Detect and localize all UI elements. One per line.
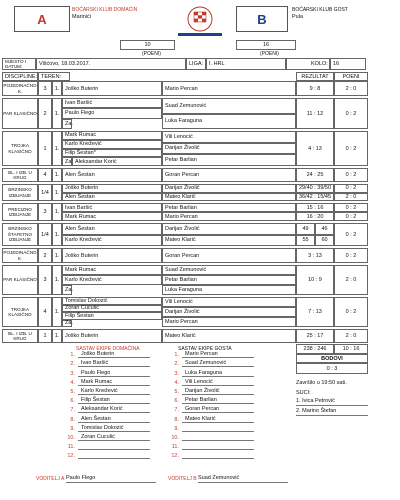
row-discipline: POJEDINAČNO K. — [2, 248, 38, 263]
lineup-player: Vili Lenocić — [182, 379, 254, 386]
coach-b-label: VODITELJ B — [168, 476, 197, 482]
home-player: Mark Rumac — [62, 212, 162, 221]
away-player: Darijan Živolić — [162, 184, 296, 193]
row-number: 1. — [52, 184, 62, 201]
row-number: 1. — [52, 297, 62, 327]
row-number: 1. — [52, 98, 62, 129]
row-court: 4 — [38, 297, 52, 327]
row-number: 1. — [52, 131, 62, 166]
row-discipline: PRECIZNO IZBIJANJE — [2, 203, 38, 221]
row-points-2: 0 : 2 — [334, 212, 368, 221]
lineup-number: 11. — [171, 444, 179, 451]
home-player: Zoran Cuculić — [62, 305, 162, 313]
home-player: Karlo Knežević — [62, 235, 162, 247]
away-player: Suad Zemunović — [162, 265, 296, 275]
lineup-row — [66, 367, 150, 376]
total-points: 10 : 16 — [334, 344, 368, 354]
row-discipline: BL. I IZB. U KRUG — [2, 168, 38, 182]
row-number: 1. — [52, 329, 62, 343]
lineup-row — [66, 358, 150, 367]
lineup-number: 7. — [70, 407, 75, 414]
lineup-player — [78, 449, 150, 450]
row-result: 9 : 8 — [296, 81, 334, 96]
lineup-player: Ivan Baršić — [78, 360, 150, 367]
away-lineup-list — [170, 349, 254, 459]
lineup-number: 10. — [171, 434, 179, 441]
row-discipline: BL. I IZB. U KRUG — [2, 329, 38, 343]
row-result: 11 : 12 — [296, 98, 334, 129]
row-number: 1. — [52, 168, 62, 182]
lineup-number: 3. — [70, 370, 75, 377]
away-player: Vili Lenocić — [162, 297, 296, 307]
place-value: Višćovo, 18.03.2017. — [36, 58, 186, 70]
lineup-player: Alen Šestan — [78, 416, 150, 423]
row-points: 0 : 2 — [334, 248, 368, 263]
home-player: Tomislav Dokozić — [62, 297, 162, 305]
coach-b-name: Suad Zemunović — [198, 475, 288, 483]
substitute-label: Za. — [62, 119, 72, 129]
row-number: 1. — [52, 81, 62, 96]
lineup-row — [170, 386, 254, 395]
row-number: 1. — [52, 248, 62, 263]
lineup-player: Joško Buterin — [78, 351, 150, 358]
row-result-2: 16 : 20 — [296, 212, 334, 221]
row-number: 1. — [52, 265, 62, 295]
away-player: Suad Zemunović — [162, 98, 296, 114]
row-result: 29/40 : 39/50 — [296, 184, 334, 193]
row-result: 3 : 13 — [296, 248, 334, 263]
row-court: 1 — [38, 131, 52, 166]
col-result: REZULTAT — [296, 72, 334, 81]
lineup-player: Mateo Klarić — [182, 416, 254, 423]
row-points: 2 : 0 — [334, 329, 368, 343]
row-court: 3 — [38, 81, 52, 96]
lineup-row — [66, 349, 150, 358]
home-player: Joško Buterin — [62, 81, 162, 96]
lineup-row — [170, 450, 254, 459]
lineup-number: 1. — [70, 352, 75, 359]
away-player: Petar Barlian — [162, 154, 296, 166]
lineup-number: 5. — [174, 388, 179, 395]
bonus-label: BODOVI — [296, 354, 368, 363]
finish-time: Završilo u 19:50 sati. — [296, 380, 347, 386]
home-player: Alen Šestan — [62, 168, 162, 182]
row-discipline: TROJKA KLASIČNO — [2, 297, 38, 327]
home-player: Joško Buterin — [62, 184, 162, 193]
home-club-title: BOĆARSKI KLUB DOMAĆIN — [72, 7, 138, 13]
lineup-player: Tomislav Dokozić — [78, 425, 150, 432]
substitute-label: Za. — [62, 157, 72, 166]
lineup-player: Mark Rumac — [78, 379, 150, 386]
lineup-number: 8. — [70, 416, 75, 423]
lineup-player: Mario Percan — [182, 351, 254, 358]
row-result: 10 : 9 — [296, 265, 334, 295]
bonus-value: 0 : 3 — [296, 363, 368, 374]
league-label: LIGA: — [186, 58, 206, 70]
row-points-2: 2 : 0 — [334, 193, 368, 202]
lineup-player — [182, 449, 254, 450]
away-player: Darijan Živolić — [162, 223, 296, 235]
row-points: 0 : 2 — [334, 131, 368, 166]
lineup-number: 4. — [174, 379, 179, 386]
home-player: Mark Rumac — [62, 265, 162, 275]
lineup-player — [182, 458, 254, 459]
home-player: Alen Šestan — [62, 223, 162, 235]
lineup-row — [170, 423, 254, 432]
lineup-row — [66, 441, 150, 450]
judge-2: 2. Marino Štefan — [296, 408, 368, 416]
lineup-number: 6. — [174, 398, 179, 405]
lineup-player: Karlo Knežević — [78, 388, 150, 395]
lineup-number: 2. — [70, 361, 75, 368]
total-result: 238 : 246 — [296, 344, 334, 354]
lineup-row — [170, 413, 254, 422]
relay-result-c: 55 — [296, 235, 315, 247]
row-court: 1/4 — [38, 184, 52, 201]
home-player: Filip Šestan — [62, 312, 162, 320]
lineup-number: 3. — [174, 370, 179, 377]
away-player: Luka Faraguna — [162, 285, 296, 295]
lineup-player: Zoran Cuculić — [78, 434, 150, 441]
row-result: 7 : 13 — [296, 297, 334, 327]
away-lineup-title: SASTAV EKIPE GOSTA — [178, 346, 232, 352]
lineup-number: 2. — [174, 361, 179, 368]
row-discipline: PAR KLASIČNO — [2, 98, 38, 129]
lineup-player: Aleksandar Korić — [78, 406, 150, 413]
home-player: Joško Buterin — [62, 248, 162, 263]
row-result: 4 : 13 — [296, 131, 334, 166]
lineup-row — [170, 441, 254, 450]
league-value: I. HRL — [206, 58, 286, 70]
row-court: 1/4 — [38, 223, 52, 246]
row-discipline: POJEDINAČNO K. — [2, 81, 38, 96]
row-court: 1 — [38, 329, 52, 343]
lineup-number: 12. — [67, 453, 75, 460]
away-player: Mario Percan — [162, 81, 296, 96]
lineup-player — [78, 458, 150, 459]
row-points: 0 : 2 — [334, 168, 368, 182]
lineup-row — [170, 349, 254, 358]
coach-a-name: Paulo Flego — [66, 475, 156, 483]
lineup-row — [170, 358, 254, 367]
place-label: MJESTO I DATUM: — [2, 58, 36, 70]
row-number: 1. — [52, 203, 62, 221]
lineup-row — [66, 377, 150, 386]
away-player: Mario Percan — [162, 212, 296, 221]
lineup-number: 11. — [67, 444, 75, 451]
substitute-label: Za. — [62, 320, 72, 328]
row-points: 0 : 2 — [334, 98, 368, 129]
home-lineup-list — [66, 349, 150, 459]
home-player: Ivan Baršić — [62, 203, 162, 212]
away-player: Petar Barlian — [162, 203, 296, 212]
row-court: 4 — [38, 168, 52, 182]
away-player: Mateo Klarić — [162, 329, 296, 343]
home-player: Karlo Knežević — [62, 275, 162, 285]
substitute-player: Aleksandar Korić — [72, 157, 162, 166]
row-court: 2 — [38, 98, 52, 129]
row-discipline: BRZINSKO IZBIJANJE — [2, 184, 38, 201]
lineup-row — [66, 404, 150, 413]
home-player: Ivan Baršić — [62, 98, 162, 108]
round-value: 16 — [330, 58, 366, 70]
away-player: Goran Percan — [162, 168, 296, 182]
row-result-2: 36/42 : 15/45 — [296, 193, 334, 202]
lineup-player: Paulo Flego — [78, 370, 150, 377]
home-points: 10 — [120, 40, 175, 50]
lineup-row — [66, 450, 150, 459]
substitute-label: Za. — [62, 285, 72, 295]
row-court: 3 — [38, 265, 52, 295]
lineup-number: 4. — [70, 379, 75, 386]
home-player: Alen Šestan — [62, 193, 162, 202]
row-discipline: BRZINSKO ŠTAFETNO IZBIJANJE — [2, 223, 38, 246]
away-points: 16 — [236, 40, 296, 50]
lineup-number: 9. — [70, 425, 75, 432]
home-player: Joško Buterin — [62, 329, 162, 343]
judge-1: 1. Ivica Petrović — [296, 398, 368, 406]
row-points: 0 : 2 — [334, 223, 368, 246]
federation-logo — [175, 4, 225, 38]
lineup-number: 10. — [67, 434, 75, 441]
lineup-row — [66, 386, 150, 395]
relay-result-d: 60 — [315, 235, 334, 247]
row-result: 25 : 17 — [296, 329, 334, 343]
lineup-row — [170, 432, 254, 441]
home-player: Paulo Flego — [62, 108, 162, 118]
lineup-number: 9. — [174, 425, 179, 432]
home-letter-box — [14, 6, 70, 32]
relay-result-b: 46 — [315, 223, 334, 235]
lineup-number: 1. — [174, 352, 179, 359]
lineup-row — [170, 377, 254, 386]
away-player: Petar Barlian — [162, 275, 296, 285]
lineup-number: 8. — [174, 416, 179, 423]
lineup-number: 12. — [171, 453, 179, 460]
judges-label: SUCI: — [296, 390, 311, 396]
home-player: Mark Rumac — [62, 131, 162, 140]
lineup-number: 5. — [70, 388, 75, 395]
relay-result-a: 49 — [296, 223, 315, 235]
lineup-number: 7. — [174, 407, 179, 414]
lineup-row — [66, 395, 150, 404]
row-court: 3 — [38, 203, 52, 221]
row-points: 2 : 0 — [334, 265, 368, 295]
lineup-number: 6. — [70, 398, 75, 405]
away-player: Darijan Živolić — [162, 307, 296, 317]
row-result: 24 : 25 — [296, 168, 334, 182]
lineup-player: Filip Šestan — [78, 397, 150, 404]
away-club-title: BOĆARSKI KLUB GOST — [292, 7, 348, 13]
home-player: Karlo Knežević — [62, 140, 162, 149]
lineup-row — [170, 404, 254, 413]
lineup-row — [66, 413, 150, 422]
lineup-player: Petar Barlian — [182, 397, 254, 404]
round-label: KOLO: — [286, 58, 330, 70]
away-player: Mateo Klarić — [162, 235, 296, 247]
row-discipline: PAR KLASIČNO — [2, 265, 38, 295]
lineup-row — [66, 432, 150, 441]
away-player: Goran Percan — [162, 248, 296, 263]
lineup-row — [170, 367, 254, 376]
row-court: 2 — [38, 248, 52, 263]
row-discipline: TROJKA KLASIČNO — [2, 131, 38, 166]
col-courts: TEREN: — [38, 72, 70, 81]
col-discipline: DISCIPLINE: — [2, 72, 38, 81]
away-letter: B — [257, 11, 267, 27]
lineup-player: Goran Percan — [182, 406, 254, 413]
away-player: Luka Faraguna — [162, 114, 296, 130]
home-lineup-title: SASTAV EKIPE DOMAĆINA — [76, 346, 140, 352]
lineup-row — [170, 395, 254, 404]
row-points: 2 : 0 — [334, 81, 368, 96]
home-letter: A — [37, 11, 47, 27]
lineup-player: Suad Zemunović — [182, 360, 254, 367]
away-player: Mateo Klarić — [162, 193, 296, 202]
row-result: 15 : 16 — [296, 203, 334, 212]
home-player: Filip Šestan* — [62, 149, 162, 158]
away-player: Mario Percan — [162, 317, 296, 327]
home-club-name: Marinići — [72, 14, 91, 20]
away-player: Darijan Živolić — [162, 143, 296, 155]
coach-a-label: VODITELJ A — [36, 476, 65, 482]
away-points-label: (POENI) — [260, 51, 279, 57]
row-number: 1. — [52, 223, 62, 246]
row-points: 0 : 2 — [334, 297, 368, 327]
lineup-row — [66, 423, 150, 432]
away-letter-box — [236, 6, 288, 32]
away-player: Vili Lenocić — [162, 131, 296, 143]
away-club-name: Pula — [292, 14, 304, 20]
lineup-player: Darijan Živolić — [182, 388, 254, 395]
row-points: 0 : 2 — [334, 203, 368, 212]
row-points: 0 : 2 — [334, 184, 368, 193]
lineup-player: Luka Faraguna — [182, 370, 254, 377]
lineup-player — [182, 431, 254, 432]
col-points: POENI — [334, 72, 368, 81]
home-points-label: (POENI) — [142, 51, 161, 57]
lineup-player — [182, 440, 254, 441]
